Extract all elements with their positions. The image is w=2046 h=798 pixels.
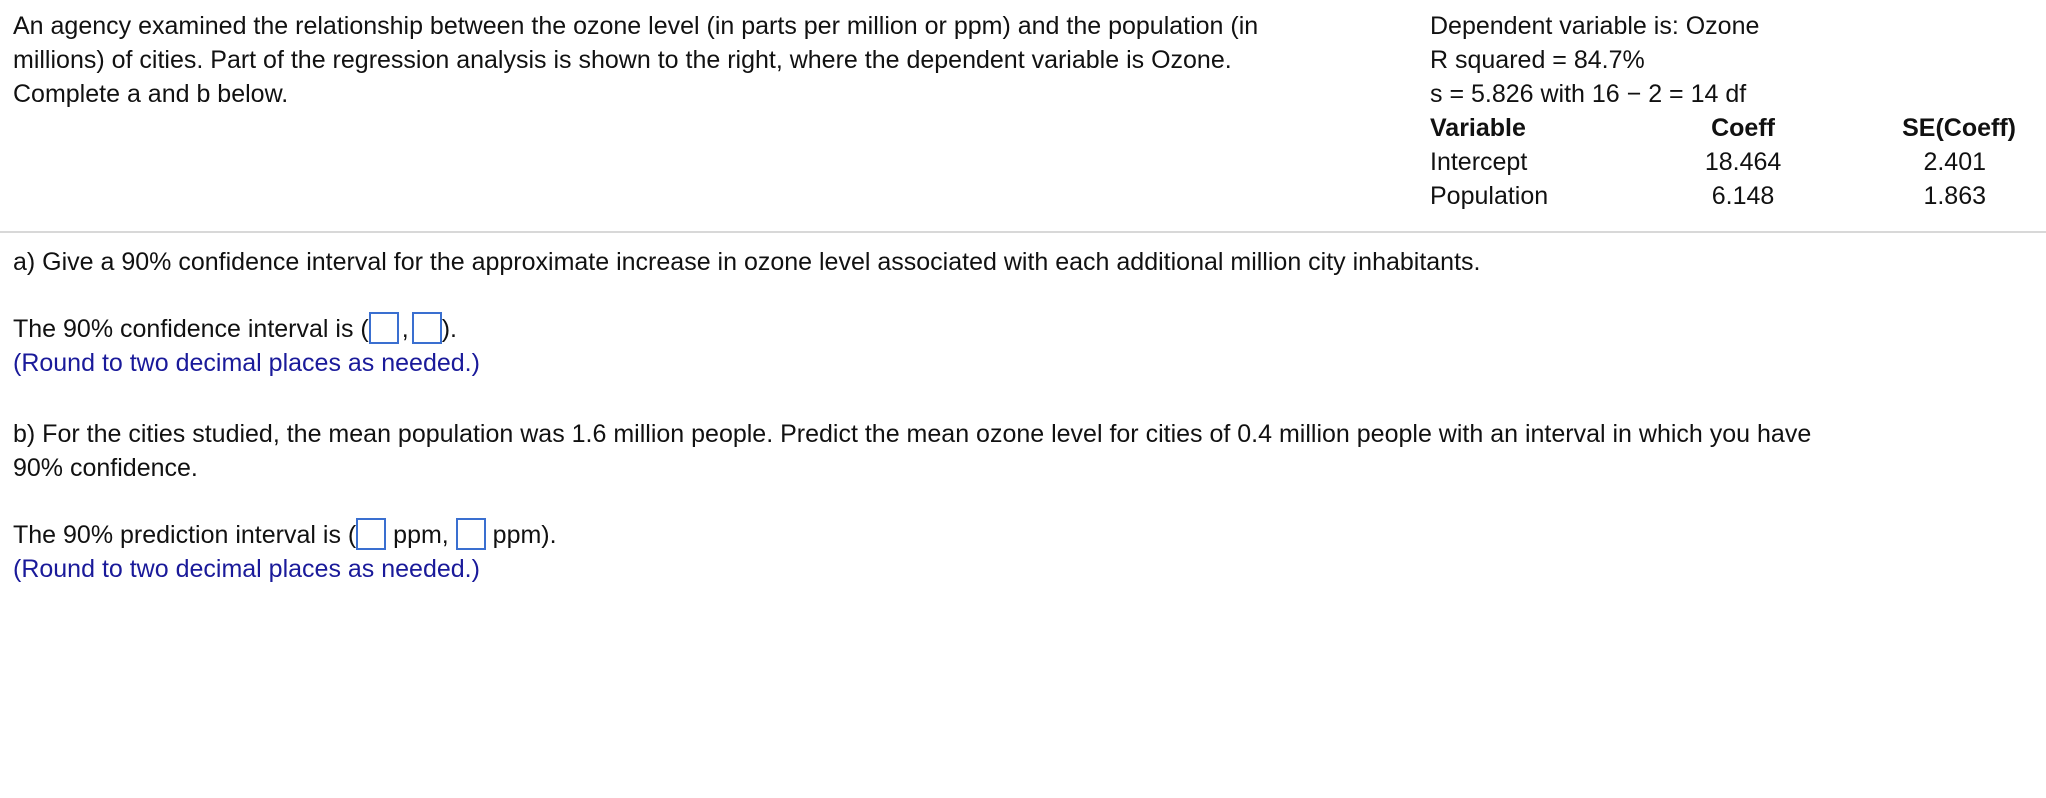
problem-header <box>0 0 2046 233</box>
part-b-answer-line <box>13 518 2023 552</box>
part-a-answer-line <box>13 312 2023 346</box>
row-variable: Population <box>1430 182 1549 210</box>
pi-lower-input[interactable] <box>356 518 386 550</box>
intro-line-1: An agency examined the relationship between the ozone level (in parts per million or ppm) and the population (in <box>13 12 1259 40</box>
row-se: 2.401 <box>1923 148 1986 176</box>
part-b-answer-prefix: The 90% prediction interval is ( <box>13 521 357 549</box>
r-squared: R squared = 84.7% <box>1430 46 1645 74</box>
part-a <box>13 245 2023 380</box>
regression-summary <box>1430 9 2030 111</box>
row-coeff: 6.148 <box>1711 182 1775 210</box>
ci-lower-input[interactable] <box>369 312 399 344</box>
row-variable: Intercept <box>1430 148 1528 176</box>
part-b-question-line-2: 90% confidence. <box>13 454 198 482</box>
table-row <box>1430 179 2016 213</box>
row-coeff: 18.464 <box>1704 148 1782 176</box>
table-row <box>1430 145 2016 179</box>
header-coeff: Coeff <box>1711 114 1775 142</box>
part-a-hint: (Round to two decimal places as needed.) <box>13 349 480 377</box>
part-b-unit-2: ppm). <box>492 521 557 549</box>
header-variable: Variable <box>1430 114 1526 142</box>
header-se-coeff: SE(Coeff) <box>1902 114 2016 142</box>
dependent-variable: Dependent variable is: Ozone <box>1430 12 1760 40</box>
intro-line-3: Complete a and b below. <box>13 80 289 108</box>
pi-upper-input[interactable] <box>456 518 486 550</box>
row-se: 1.863 <box>1923 182 1986 210</box>
part-b-unit-1: ppm, <box>393 521 449 549</box>
part-b-question-line-1: b) For the cities studied, the mean population was 1.6 million people. Predict the mean ozone level for cities of 0.4 million people with an interval in which you have <box>13 420 1812 448</box>
intro-line-2: millions) of cities. Part of the regression analysis is shown to the right, where the dependent variable is Ozone. <box>13 46 1232 74</box>
standard-error-line: s = 5.826 with 16 − 2 = 14 df <box>1430 80 1747 108</box>
part-a-answer-prefix: The 90% confidence interval is ( <box>13 315 369 343</box>
part-b <box>13 417 2023 586</box>
ci-upper-input[interactable] <box>412 312 442 344</box>
part-a-question: a) Give a 90% confidence interval for the approximate increase in ozone level associated with each additional million city inhabitants. <box>13 248 1481 276</box>
part-a-separator: , <box>401 315 409 343</box>
part-a-answer-suffix: ). <box>441 315 457 343</box>
part-b-hint: (Round to two decimal places as needed.) <box>13 555 480 583</box>
table-header-row <box>1430 111 2016 145</box>
regression-table <box>1430 111 2016 213</box>
problem-intro <box>13 9 1413 111</box>
